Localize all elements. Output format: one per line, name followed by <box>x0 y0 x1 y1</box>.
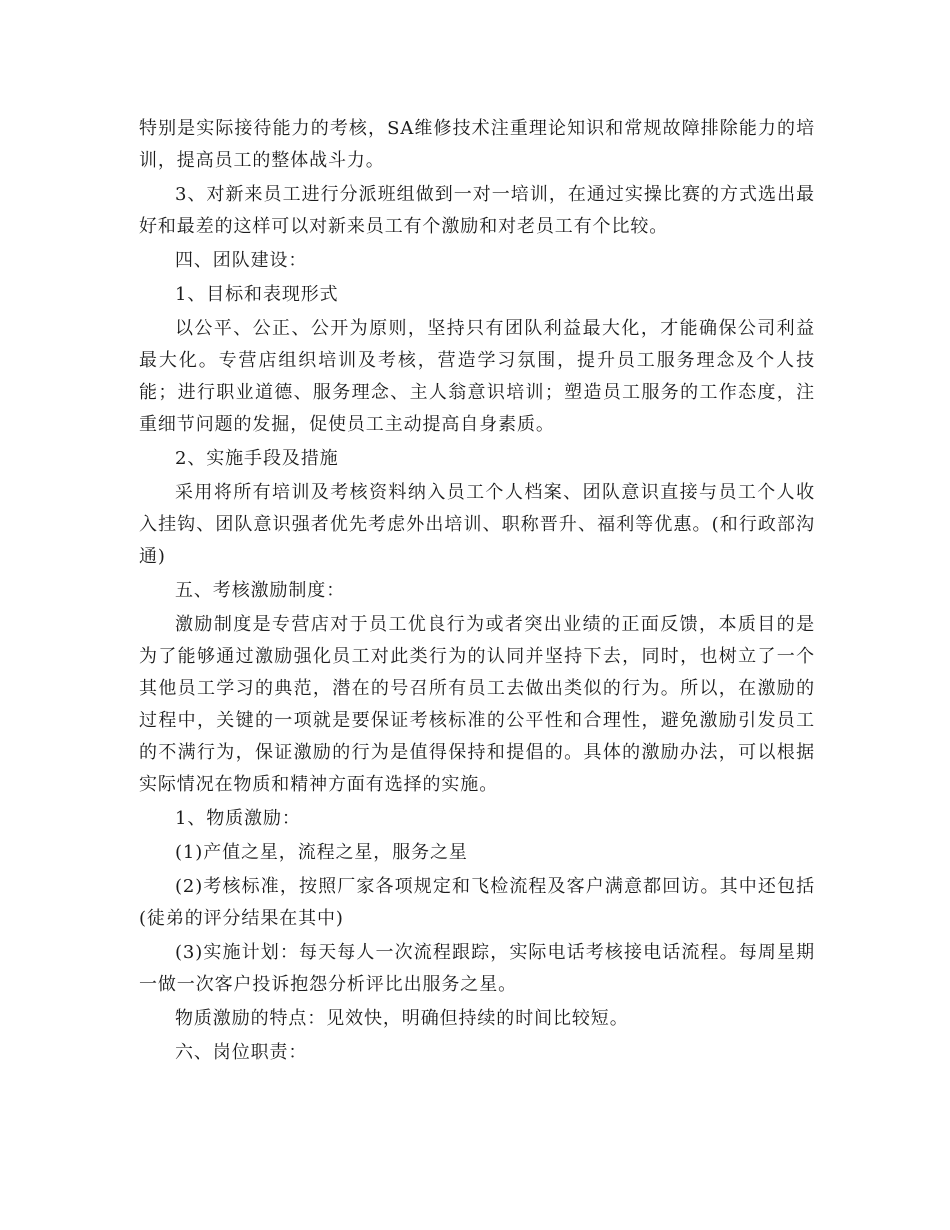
paragraph-continued: 特别是实际接待能力的考核，SA维修技术注重理论知识和常规故障排除能力的培训，提高员工的整体战斗力。 <box>139 118 815 171</box>
paragraph-incentive-system: 激励制度是专营店对于员工优良行为或者突出业绩的正面反馈，本质目的是为了能够通过激励强化员工对此类行为的认同并坚持下去，同时，也树立了一个其他员工学习的典范，潜在的号召所有员工去做出类似的行为。所以，在激励的过程中，关键的一项就是要保证考核标准的公平性和合理性，避免激励引发员工的不满行为，保证激励的行为是值得保持和提倡的。具体的激励办法，可以根据实际情况在物质和精神方面有选择的实施。 <box>139 614 815 795</box>
subheading-material-incentive: 1、物质激励： <box>175 808 301 829</box>
paragraph-measures: 采用将所有培训及考核资料纳入员工个人档案、团队意识直接与员工个人收入挂钩、团队意识强者优先考虑外出培训、职称晋升、福利等优惠。(和行政部沟通) <box>139 482 815 567</box>
section-heading-incentive-system: 五、考核激励制度： <box>175 580 346 601</box>
paragraph-goals: 以公平、公正、公开为原则，坚持只有团队利益最大化，才能确保公司利益最大化。专营店组织培训及考核，营造学习氛围，提升员工服务理念及个人技能；进行职业道德、服务理念、主人翁意识培训；塑造员工服务的工作态度，注重细节问题的发掘，促使员工主动提高自身素质。 <box>139 318 815 435</box>
section-heading-team-building: 四、团队建设： <box>175 250 308 271</box>
list-item-criteria: (2)考核标准，按照厂家各项规定和飞检流程及客户满意都回访。其中还包括(徒弟的评分结果在其中) <box>139 876 815 929</box>
section-heading-job-duties: 六、岗位职责： <box>175 1042 308 1063</box>
list-item-stars: (1)产值之星，流程之星，服务之星 <box>175 842 468 863</box>
document-body <box>139 113 815 1071</box>
paragraph-incentive-features: 物质激励的特点：见效快，明确但持续的时间比较短。 <box>175 1008 629 1029</box>
subheading-goals: 1、目标和表现形式 <box>175 284 339 305</box>
subheading-measures: 2、实施手段及措施 <box>175 448 339 469</box>
paragraph-new-staff-training: 3、对新来员工进行分派班组做到一对一培训，在通过实操比赛的方式选出最好和最差的这样可以对新来员工有个激励和对老员工有个比较。 <box>139 184 815 237</box>
list-item-plan: (3)实施计划：每天每人一次流程跟踪，实际电话考核接电话流程。每周星期一做一次客户投诉抱怨分析评比出服务之星。 <box>139 942 815 995</box>
